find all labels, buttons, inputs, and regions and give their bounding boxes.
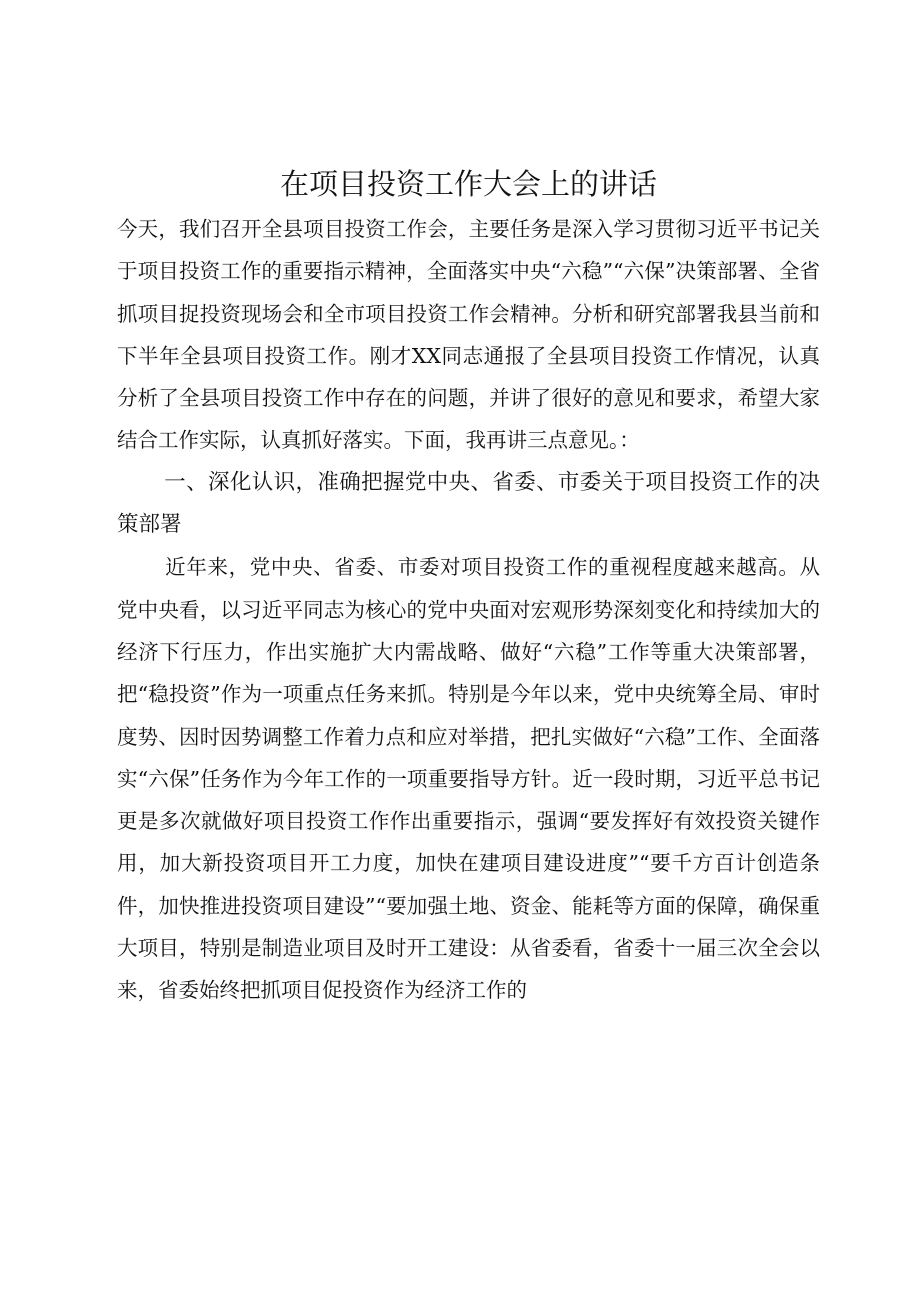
section-heading: 一、深化认识，准确把握党中央、省委、市委关于项目投资工作的决策部署 xyxy=(117,469,820,538)
intro-paragraph: 今天，我们召开全县项目投资工作会，主要任务是深入学习贯彻习近平书记关于项目投资工作的重要指示精神，全面落实中央“六稳”“六保”决策部署、全省抓项目捉投资现场会和全市项目投资工作会精神。分析和研究部署我县当前和下半年全县项目投资工作。刚才XX同志通报了全县项目投资工作情况，认真分析了全县项目投资工作中存在的问题，并讲了很好的意见和要求，希望大家结合工作实际，认真抓好落实。下面，我再讲三点意见。： xyxy=(117,217,820,453)
page-title: 在项目投资工作大会上的讲话 xyxy=(279,167,657,201)
document-page xyxy=(117,160,820,1012)
body-paragraph: 近年来，党中央、省委、市委对项目投资工作的重视程度越来越高。从党中央看，以习近平同志为核心的党中央面对宏观形势深刻变化和持续加大的经济下行压力，作出实施扩大内需战略、做好“六稳”工作等重大决策部署，把“稳投资”作为一项重点任务来抓。特别是今年以来，党中央统筹全局、审时度势、因时因势调整工作着力点和应对举措，把扎实做好“六稳”工作、全面落实“六保”任务作为今年工作的一项重要指导方针。近一段时期，习近平总书记更是多次就做好项目投资工作作出重要指示，强调“要发挥好有效投资关键作用，加大新投资项目开工力度，加快在建项目建设进度”“要千方百计创造条件，加快推进投资项目建设”“要加强土地、资金、能耗等方面的保障，确保重大项目，特别是制造业项目及时开工建设：从省委看，省委十一届三次全会以来，省委始终把抓项目促投资作为经济工作的 xyxy=(117,555,820,1003)
